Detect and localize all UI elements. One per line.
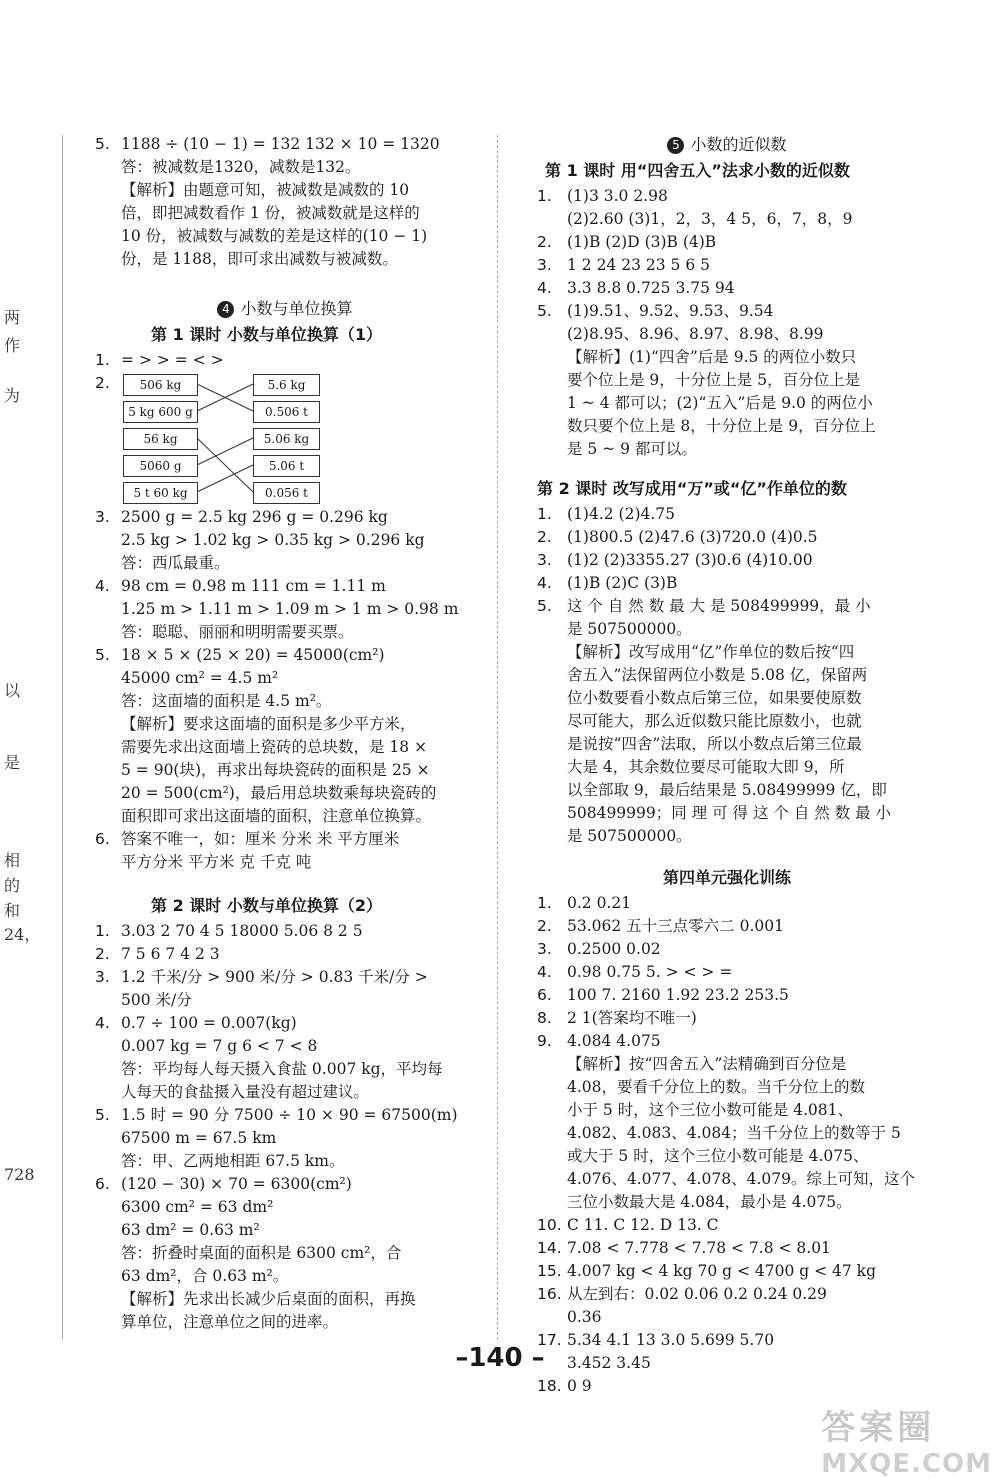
answer-text: (1)9.51、9.52、9.53、9.54 [567, 302, 774, 320]
answer-text: 4.084 4.075 [567, 1032, 661, 1050]
answer-text: 1 ~ 4 都可以；(2)“五入”后是 9.0 的两位小 [567, 394, 873, 412]
watermark-logo-text: 答案圈 [821, 1408, 936, 1448]
answer-text: 人每天的食盐摄入量没有超过建议。 [121, 1083, 370, 1101]
answer-text: (1)3 3.0 2.98 [567, 187, 668, 205]
answer-text: 2500 g = 2.5 kg 296 g = 0.296 kg [121, 508, 388, 526]
answer-line [537, 1375, 917, 1398]
answer-line [95, 1219, 475, 1242]
answer-line [95, 552, 475, 575]
edge-fragment: 以 [4, 681, 21, 700]
answer-text: 67500 m = 67.5 km [121, 1129, 277, 1147]
question-number: 5. [95, 646, 110, 664]
answer-text: 1.25 m > 1.11 m > 1.09 m > 1 m > 0.98 m [121, 600, 459, 618]
lesson-4-1-heading [95, 323, 475, 349]
question-number: 4. [537, 574, 552, 592]
answer-line [95, 529, 475, 552]
unit-title: 小数与单位换算 [240, 299, 353, 318]
answer-text: 6300 cm² = 63 dm² [121, 1198, 274, 1216]
answer-line [537, 208, 917, 231]
answer-line [537, 1076, 917, 1099]
question-number: 3. [537, 256, 552, 274]
answer-text: 4.007 kg < 4 kg 70 g < 4700 g < 47 kg [567, 1262, 877, 1280]
unit-4-heading [95, 297, 475, 323]
answer-text: 这 个 自 然 数 最 大 是 508499999，最 小 [567, 597, 871, 615]
lesson-5-1-answers [537, 185, 917, 461]
answer-line [537, 369, 917, 392]
watermark [821, 1400, 992, 1479]
watermark-url: MXQE.COM [821, 1449, 992, 1479]
answer-line [95, 1242, 475, 1265]
answer-text: 答：平均每人每天摄入食盐 0.007 kg，平均每 [121, 1060, 443, 1078]
answer-text: 【解析】改写成用“亿”作单位的数后按“四 [567, 643, 855, 661]
answer-line [95, 1081, 475, 1104]
match-right-box: 0.056 t [253, 482, 320, 504]
spacer [537, 848, 917, 866]
answer-text: 位小数要看小数点后第三位，如果要使原数 [567, 689, 862, 707]
answer-line [537, 415, 917, 438]
match-left-box: 506 kg [123, 374, 198, 396]
answer-line [537, 641, 917, 664]
answer-text: 以全部取 9，最后结果是 5.08499999 亿，即 [567, 781, 887, 799]
answer-text: 平方分米 平方米 克 千克 吨 [121, 853, 312, 871]
answer-text: 【解析】要求这面墙的面积是多少平方米， [121, 715, 416, 733]
answer-line [537, 572, 917, 595]
answer-text: 是 507500000。 [567, 827, 692, 845]
question-number: 1. [95, 922, 110, 940]
answer-line [95, 989, 475, 1012]
answer-text: (2)8.95、8.96、8.97、8.98、8.99 [567, 325, 824, 343]
answer-line [537, 664, 917, 687]
match-left-box: 5060 g [123, 455, 198, 477]
answer-line: 份，是 1188，即可求出减数与被减数。 [121, 250, 398, 268]
answer-text: 答：西瓜最重。 [121, 554, 230, 572]
answer-line [95, 828, 475, 851]
answer-line [537, 984, 917, 1007]
edge-fragment: 两 [4, 308, 21, 327]
question-number: 3. [537, 551, 552, 569]
q5-block [95, 133, 475, 271]
question-number: 10. [537, 1216, 562, 1234]
answer-line [537, 915, 917, 938]
answer-text: 1.5 时 = 90 分 7500 ÷ 10 × 90 = 67500(m) [121, 1106, 458, 1124]
answer-line [537, 1237, 917, 1260]
answer-text: 1 2 24 23 23 5 6 5 [567, 256, 710, 274]
answer-line [95, 575, 475, 598]
answer-line [537, 733, 917, 756]
answer-line [537, 503, 917, 526]
question-number: 5. [95, 1106, 110, 1124]
answer-line [537, 1030, 917, 1053]
answer-text: 1.2 千米/分 > 900 米/分 > 0.83 千米/分 > [121, 968, 428, 986]
answer-line [95, 667, 475, 690]
answer-text: 【解析】先求出长减少后桌面的面积，再换 [121, 1290, 416, 1308]
page-number: –140 – [455, 1343, 545, 1373]
answer-text: 5 = 90(块)，再求出每块瓷砖的面积是 25 × [121, 761, 430, 779]
unit-4-review-answers [537, 892, 917, 1398]
answer-line [537, 346, 917, 369]
answer-line [95, 506, 475, 529]
unit-badge: 4 [217, 301, 234, 318]
answer-text: 或大于 5 时，这个三位小数可能是 4.075、 [567, 1147, 869, 1165]
answer-line [95, 1196, 475, 1219]
answer-line [537, 938, 917, 961]
answer-line [95, 598, 475, 621]
edge-fragment: 的 [4, 876, 21, 895]
answer-line [95, 713, 475, 736]
center-divider [497, 135, 498, 1340]
answer-text: 100 7. 2160 1.92 23.2 253.5 [567, 986, 789, 1004]
answer-text: 数只要个位上是 8，十分位上是 9，百分位上 [567, 417, 876, 435]
match-right-box: 0.506 t [253, 401, 320, 423]
answer-line [537, 1214, 917, 1237]
question-number: 1. [537, 505, 552, 523]
question-number: 6. [95, 1175, 110, 1193]
answer-text: 大是 4，其余数位要尽可能取大即 9，所 [567, 758, 845, 776]
answer-text: (1)B (2)D (3)B (4)B [567, 233, 717, 251]
question-number: 15. [537, 1262, 562, 1280]
answer-text: 508499999；同 理 可 得 这 个 自 然 数 最 小 [567, 804, 892, 822]
answer-line [537, 1099, 917, 1122]
answer-text: 答：这面墙的面积是 4.5 m²。 [121, 692, 332, 710]
answer-line [95, 621, 475, 644]
answer-line: 倍，即把减数看作 1 份，被减数就是这样的 [121, 204, 420, 222]
answer-text: 答案不唯一，如：厘米 分米 米 平方厘米 [121, 830, 400, 848]
answer-line [537, 802, 917, 825]
answer-text: 答：聪聪、丽丽和明明需要买票。 [121, 623, 354, 641]
answer-line [95, 782, 475, 805]
answer-text: 45000 cm² = 4.5 m² [121, 669, 279, 687]
question-number: 5. [537, 302, 552, 320]
answer-text: 0.7 ÷ 100 = 0.007(kg) [121, 1014, 297, 1032]
answer-line [95, 644, 475, 667]
answer-line [95, 1104, 475, 1127]
answer-text: 3.3 8.8 0.725 3.75 94 [567, 279, 735, 297]
question-number: 8. [537, 1009, 552, 1027]
answer-line [95, 1012, 475, 1035]
question-number: 3. [95, 968, 110, 986]
answer-line [95, 1311, 475, 1334]
unit-badge: 5 [667, 137, 684, 154]
answer-text: 要个位上是 9，十分位上是 5，百分位上是 [567, 371, 861, 389]
answer-text: 答：甲、乙两地相距 67.5 km。 [121, 1152, 345, 1170]
question-number: 4. [95, 1014, 110, 1032]
question-number: 2. [537, 917, 552, 935]
answer-text: 0.36 [567, 1308, 602, 1326]
answer-text: 0 9 [567, 1377, 592, 1395]
answer-text: (2)2.60 (3)1，2，3，4 5，6，7，8，9 [567, 210, 853, 228]
answer-line [537, 1145, 917, 1168]
answer-text: 面积即可求出这面墙的面积，注意单位换算。 [121, 807, 432, 825]
lesson-title: 第 2 课时 改写成用“万”或“亿”作单位的数 [537, 479, 847, 498]
lesson-4-2-answers [95, 920, 475, 1334]
answer-text: 是说按“四舍”法取，所以小数点后第三位最 [567, 735, 862, 753]
answer-line [537, 185, 917, 208]
question-number: 3. [95, 508, 110, 526]
answer-line [537, 961, 917, 984]
lesson-title: 第 1 课时 小数与单位换算（1） [151, 325, 382, 344]
answer-text: 答：折叠时桌面的面积是 6300 cm²，合 [121, 1244, 402, 1262]
answer-line: 10 份，被减数与减数的差是这样的(10 − 1) [121, 227, 428, 245]
answer-text: 0.2500 0.02 [567, 940, 661, 958]
answer-text: 3.03 2 70 4 5 18000 5.06 8 2 5 [121, 922, 363, 940]
edge-fragment: 作 [4, 336, 21, 355]
answer-text: 4.08，要看千分位上的数。当千分位上的数 [567, 1078, 866, 1096]
answer-line [95, 690, 475, 713]
answer-line [537, 618, 917, 641]
lesson-4-2-heading [95, 894, 475, 920]
question-number: 3. [537, 940, 552, 958]
answer-line: 【解析】由题意可知，被减数是减数的 10 [121, 181, 410, 199]
answer-line [537, 300, 917, 323]
answer-line [95, 736, 475, 759]
question-number: 9. [537, 1032, 552, 1050]
answer-line [537, 825, 917, 848]
section-title: 第四单元强化训练 [662, 868, 791, 887]
question-number: 4. [95, 577, 110, 595]
answer-text: 53.062 五十三点零六二 0.001 [567, 917, 784, 935]
lesson-5-2-heading [537, 477, 917, 503]
match-right-box: 5.06 kg [253, 428, 320, 450]
edge-fragment: 和 [4, 901, 21, 920]
question-number: 17. [537, 1331, 562, 1349]
edge-fragment: 728 [4, 1165, 35, 1184]
answer-text: (1)800.5 (2)47.6 (3)720.0 (4)0.5 [567, 528, 818, 546]
match-right-box: 5.06 t [253, 455, 320, 477]
answer-line [537, 892, 917, 915]
answer-text: 3.452 3.45 [567, 1354, 651, 1372]
answer-line [537, 549, 917, 572]
answer-text: 63 dm² = 0.63 m² [121, 1221, 260, 1239]
answer-text: 小于 5 时，这个三位小数可能是 4.081、 [567, 1101, 854, 1119]
answer-line [95, 805, 475, 828]
answer-text: 2 1(答案均不唯一) [567, 1009, 697, 1027]
answer-line [95, 1035, 475, 1058]
question-number: 4. [537, 963, 552, 981]
answer-line [537, 254, 917, 277]
lesson-5-2-answers [537, 503, 917, 848]
answer-text: 18 × 5 × (25 × 20) = 45000(cm²) [121, 646, 385, 664]
answer-text: 500 米/分 [121, 991, 192, 1009]
answer-line [537, 687, 917, 710]
question-number: 6. [95, 830, 110, 848]
question-number: 2. [95, 374, 110, 392]
question-number: 14. [537, 1239, 562, 1257]
match-left-box: 56 kg [123, 428, 198, 450]
edge-fragment: 24， [4, 925, 41, 944]
answer-line [95, 1150, 475, 1173]
answer-line [537, 392, 917, 415]
answer-line [537, 710, 917, 733]
question-number: 2. [537, 528, 552, 546]
answer-line [95, 966, 475, 989]
answer-text: 2.5 kg > 1.02 kg > 0.35 kg > 0.296 kg [121, 531, 425, 549]
answer-text: 20 = 500(cm²)，最后用总块数乘每块瓷砖的 [121, 784, 437, 802]
answer-text: 4.082、4.083、4.084；当千分位上的数等于 5 [567, 1124, 901, 1142]
answer-text: 舍五入”法保留两位小数是 5.08 亿，保留两 [567, 666, 868, 684]
answer-line [537, 438, 917, 461]
answer-text: 0.2 0.21 [567, 894, 632, 912]
match-left-box: 5 kg 600 g [123, 401, 198, 423]
matching-diagram [95, 372, 475, 506]
answer-line [537, 1283, 917, 1306]
answer-text: 7 5 6 7 4 2 3 [121, 945, 220, 963]
answer-line [95, 759, 475, 782]
answer-line [537, 1191, 917, 1214]
answer-line [95, 1127, 475, 1150]
answer-line [537, 1122, 917, 1145]
unit-4-review-heading [537, 866, 917, 892]
unit-title: 小数的近似数 [690, 135, 787, 154]
lesson-title: 第 2 课时 小数与单位换算（2） [151, 896, 382, 915]
answer-text: 5.34 4.1 13 3.0 5.699 5.70 [567, 1331, 775, 1349]
match-right-box: 5.6 kg [253, 374, 320, 396]
answer-text: 4.076、4.077、4.078、4.079。综上可知，这个 [567, 1170, 915, 1188]
right-column [537, 133, 917, 1398]
answer-line [95, 1173, 475, 1196]
question-number: 4. [537, 279, 552, 297]
unit-5-heading [537, 133, 917, 159]
answer-line [537, 231, 917, 254]
answer-line [95, 1265, 475, 1288]
question-number: 2. [95, 945, 110, 963]
answer-line [537, 526, 917, 549]
edge-fragment: 相 [4, 851, 21, 870]
left-divider [62, 135, 63, 1340]
answer-text: C 11. C 12. D 13. C [567, 1216, 719, 1234]
question-number: 5. [537, 597, 552, 615]
spacer [95, 874, 475, 894]
answer-line [95, 851, 475, 874]
answer-text: 需要先求出这面墙上瓷砖的总块数，是 18 × [121, 738, 428, 756]
answer-text: (1)2 (2)3355.27 (3)0.6 (4)10.00 [567, 551, 813, 569]
answer-line [537, 1053, 917, 1076]
answer-text: 三位小数最大是 4.084，最小是 4.075。 [567, 1193, 852, 1211]
answer-text: 【解析】(1)“四舍”后是 9.5 的两位小数只 [567, 348, 857, 366]
answer-text: 【解析】按“四舍五入”法精确到百分位是 [567, 1055, 847, 1073]
answer-text: 7.08 < 7.778 < 7.78 < 7.8 < 8.01 [567, 1239, 831, 1257]
answer-text: 0.98 0.75 5. > < > = [567, 963, 733, 981]
left-column [95, 133, 475, 1334]
answer-text: 63 dm²，合 0.63 m²。 [121, 1267, 289, 1285]
answer-text: (1)B (2)C (3)B [567, 574, 678, 592]
answer-text: 从左到右：0.02 0.06 0.2 0.24 0.29 [567, 1285, 827, 1303]
answer-text: 98 cm = 0.98 m 111 cm = 1.11 m [121, 577, 386, 595]
answer-line [537, 1260, 917, 1283]
spacer [537, 461, 917, 477]
answer-text: (1)4.2 (2)4.75 [567, 505, 676, 523]
answer-text: 尽可能大，那么近似数只能比原数小，也就 [567, 712, 862, 730]
answer-text: 0.007 kg = 7 g 6 < 7 < 8 [121, 1037, 318, 1055]
answer-line: 答：被减数是1320，减数是132。 [121, 158, 361, 176]
answer-line [537, 1007, 917, 1030]
answer-text: 是 5 ~ 9 都可以。 [567, 440, 697, 458]
answer-line [537, 1168, 917, 1191]
lesson-4-1-answers [95, 506, 475, 874]
match-left-box: 5 t 60 kg [123, 482, 198, 504]
question-number: 18. [537, 1377, 562, 1395]
answer-text: (120 − 30) × 70 = 6300(cm²) [121, 1175, 352, 1193]
left-edge-fragments [0, 0, 40, 1471]
edge-fragment: 为 [4, 386, 21, 405]
answer-line: 5. 1188 ÷ (10 − 1) = 132 132 × 10 = 1320 [95, 135, 440, 153]
spacer [95, 271, 475, 297]
answer-line [95, 1288, 475, 1311]
answer-line: 1. = > > = < > [95, 351, 224, 369]
answer-text: 算单位，注意单位之间的进率。 [121, 1313, 339, 1331]
question-number: 16. [537, 1285, 562, 1303]
answer-text: 是 507500000。 [567, 620, 692, 638]
question-number: 1. [537, 894, 552, 912]
edge-fragment: 是 [4, 753, 21, 772]
question-number: 6. [537, 986, 552, 1004]
answer-line [537, 756, 917, 779]
lesson-title: 第 1 课时 用“四舍五入”法求小数的近似数 [545, 161, 850, 180]
question-number: 2. [537, 233, 552, 251]
answer-line [537, 1306, 917, 1329]
answer-line [537, 595, 917, 618]
lesson-5-1-heading [537, 159, 917, 185]
answer-line [537, 323, 917, 346]
answer-line [95, 920, 475, 943]
answer-line [537, 779, 917, 802]
question-number: 1. [537, 187, 552, 205]
answer-line [537, 277, 917, 300]
answer-line [95, 1058, 475, 1081]
answer-line [95, 943, 475, 966]
